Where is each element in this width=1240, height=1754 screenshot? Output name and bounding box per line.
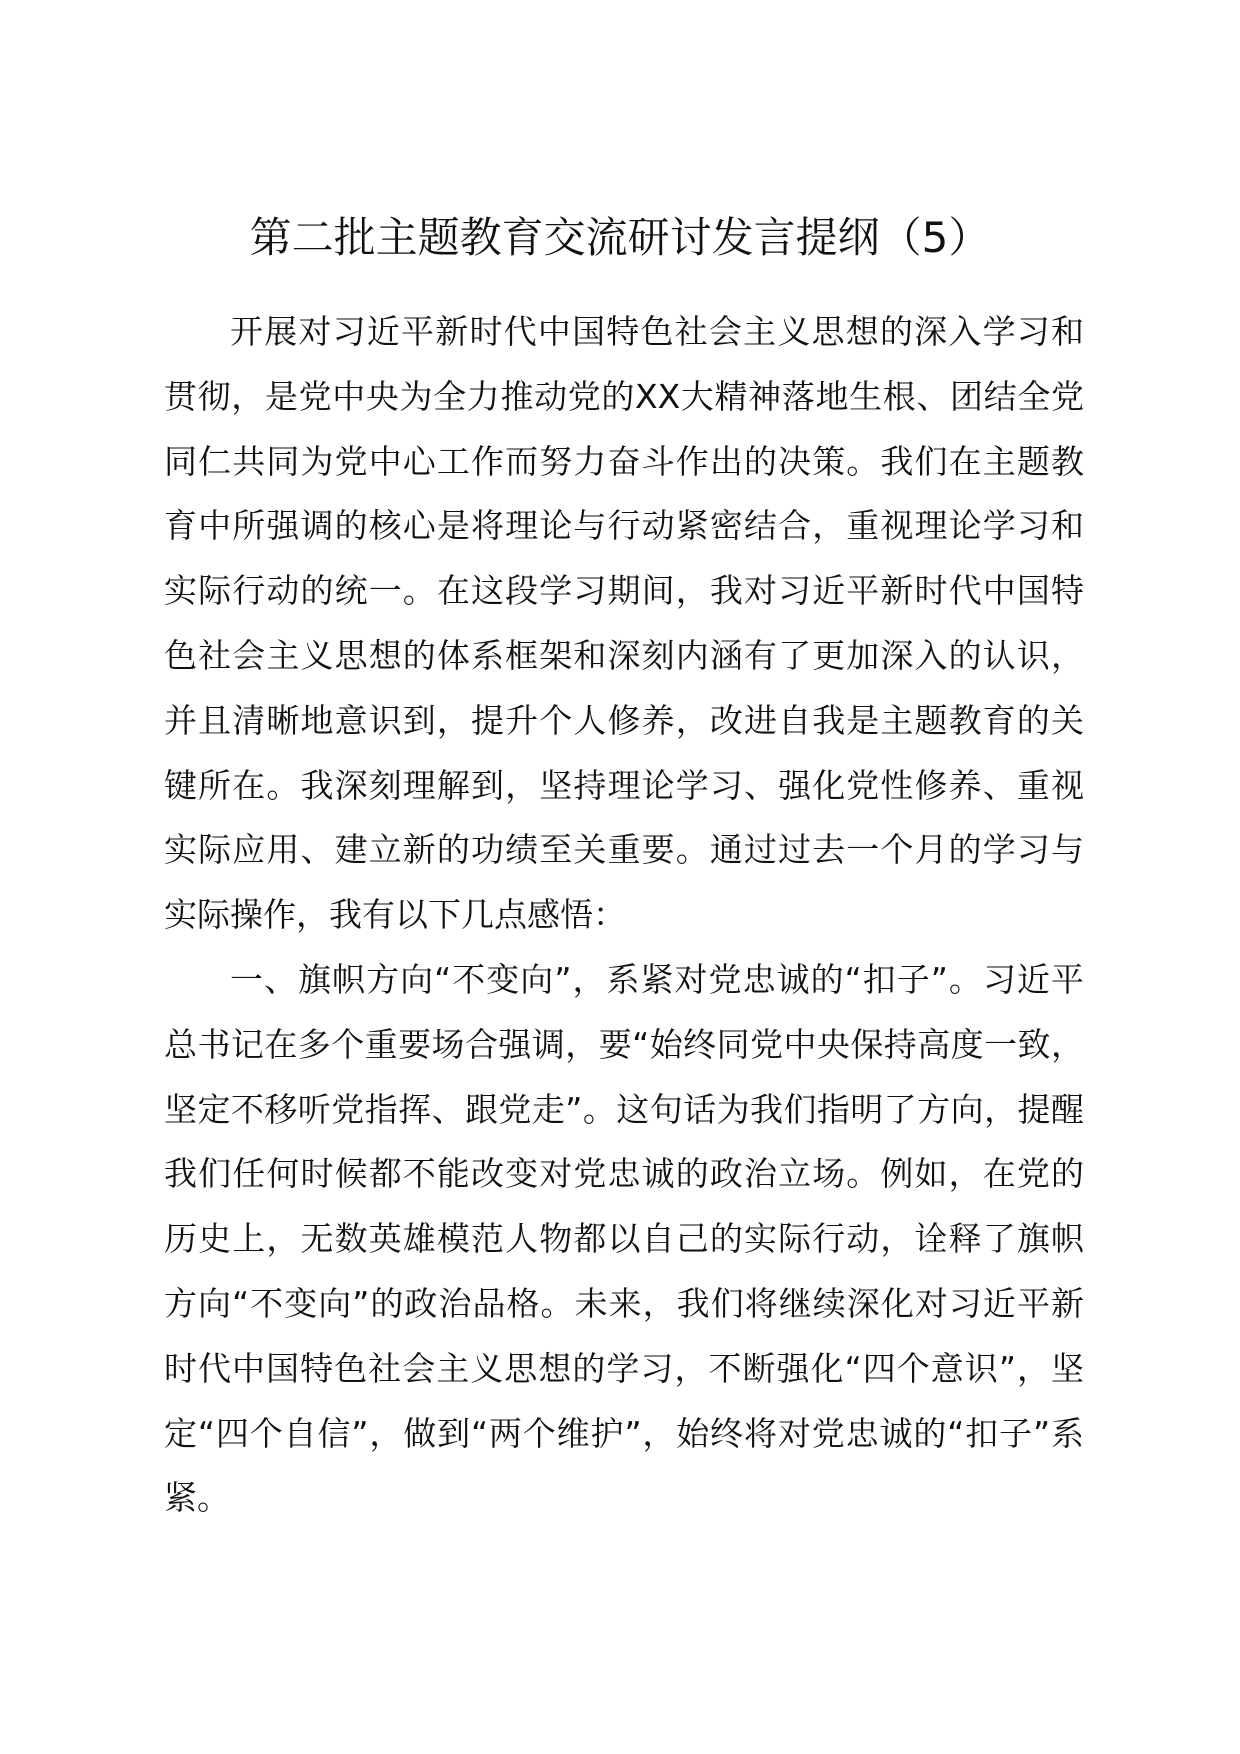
document-title: 第二批主题教育交流研讨发言提纲（5） — [249, 213, 991, 262]
paragraph-section-one: 一、旗帜方向“不变向”，系紧对党忠诚的“扣子”。习近平总书记在多个重要场合强调，要“始终同党中央保持高度一致，坚定不移听党指挥、跟党走”。这句话为我们指明了方向，提醒我们任何时候都不能改变对党忠诚的政治立场。例如，在党的历史上，无数英雄模范人物都以自己的实际行动，诠释了旗帜方向“不变向”的政治品格。未来，我们将继续深化对习近平新时代中国特色社会主义思想的学习，不断强化“四个意识”，坚定“四个自信”，做到“两个维护”，始终将对党忠诚的“扣子”系紧。 — [164, 959, 1084, 1518]
document-body — [164, 300, 1084, 1531]
paragraph-intro: 开展对习近平新时代中国特色社会主义思想的深入学习和贯彻，是党中央为全力推动党的XX大精神落地生根、团结全党同仁共同为党中心工作而努力奋斗作出的决策。我们在主题教育中所强调的核心是将理论与行动紧密结合，重视理论学习和实际行动的统一。在这段学习期间，我对习近平新时代中国特色社会主义思想的体系框架和深刻内涵有了更加深入的认识，并且清晰地意识到，提升个人修养，改进自我是主题教育的关键所在。我深刻理解到，坚持理论学习、强化党性修养、重视实际应用、建立新的功绩至关重要。通过过去一个月的学习与实际操作，我有以下几点感悟： — [164, 312, 1084, 935]
